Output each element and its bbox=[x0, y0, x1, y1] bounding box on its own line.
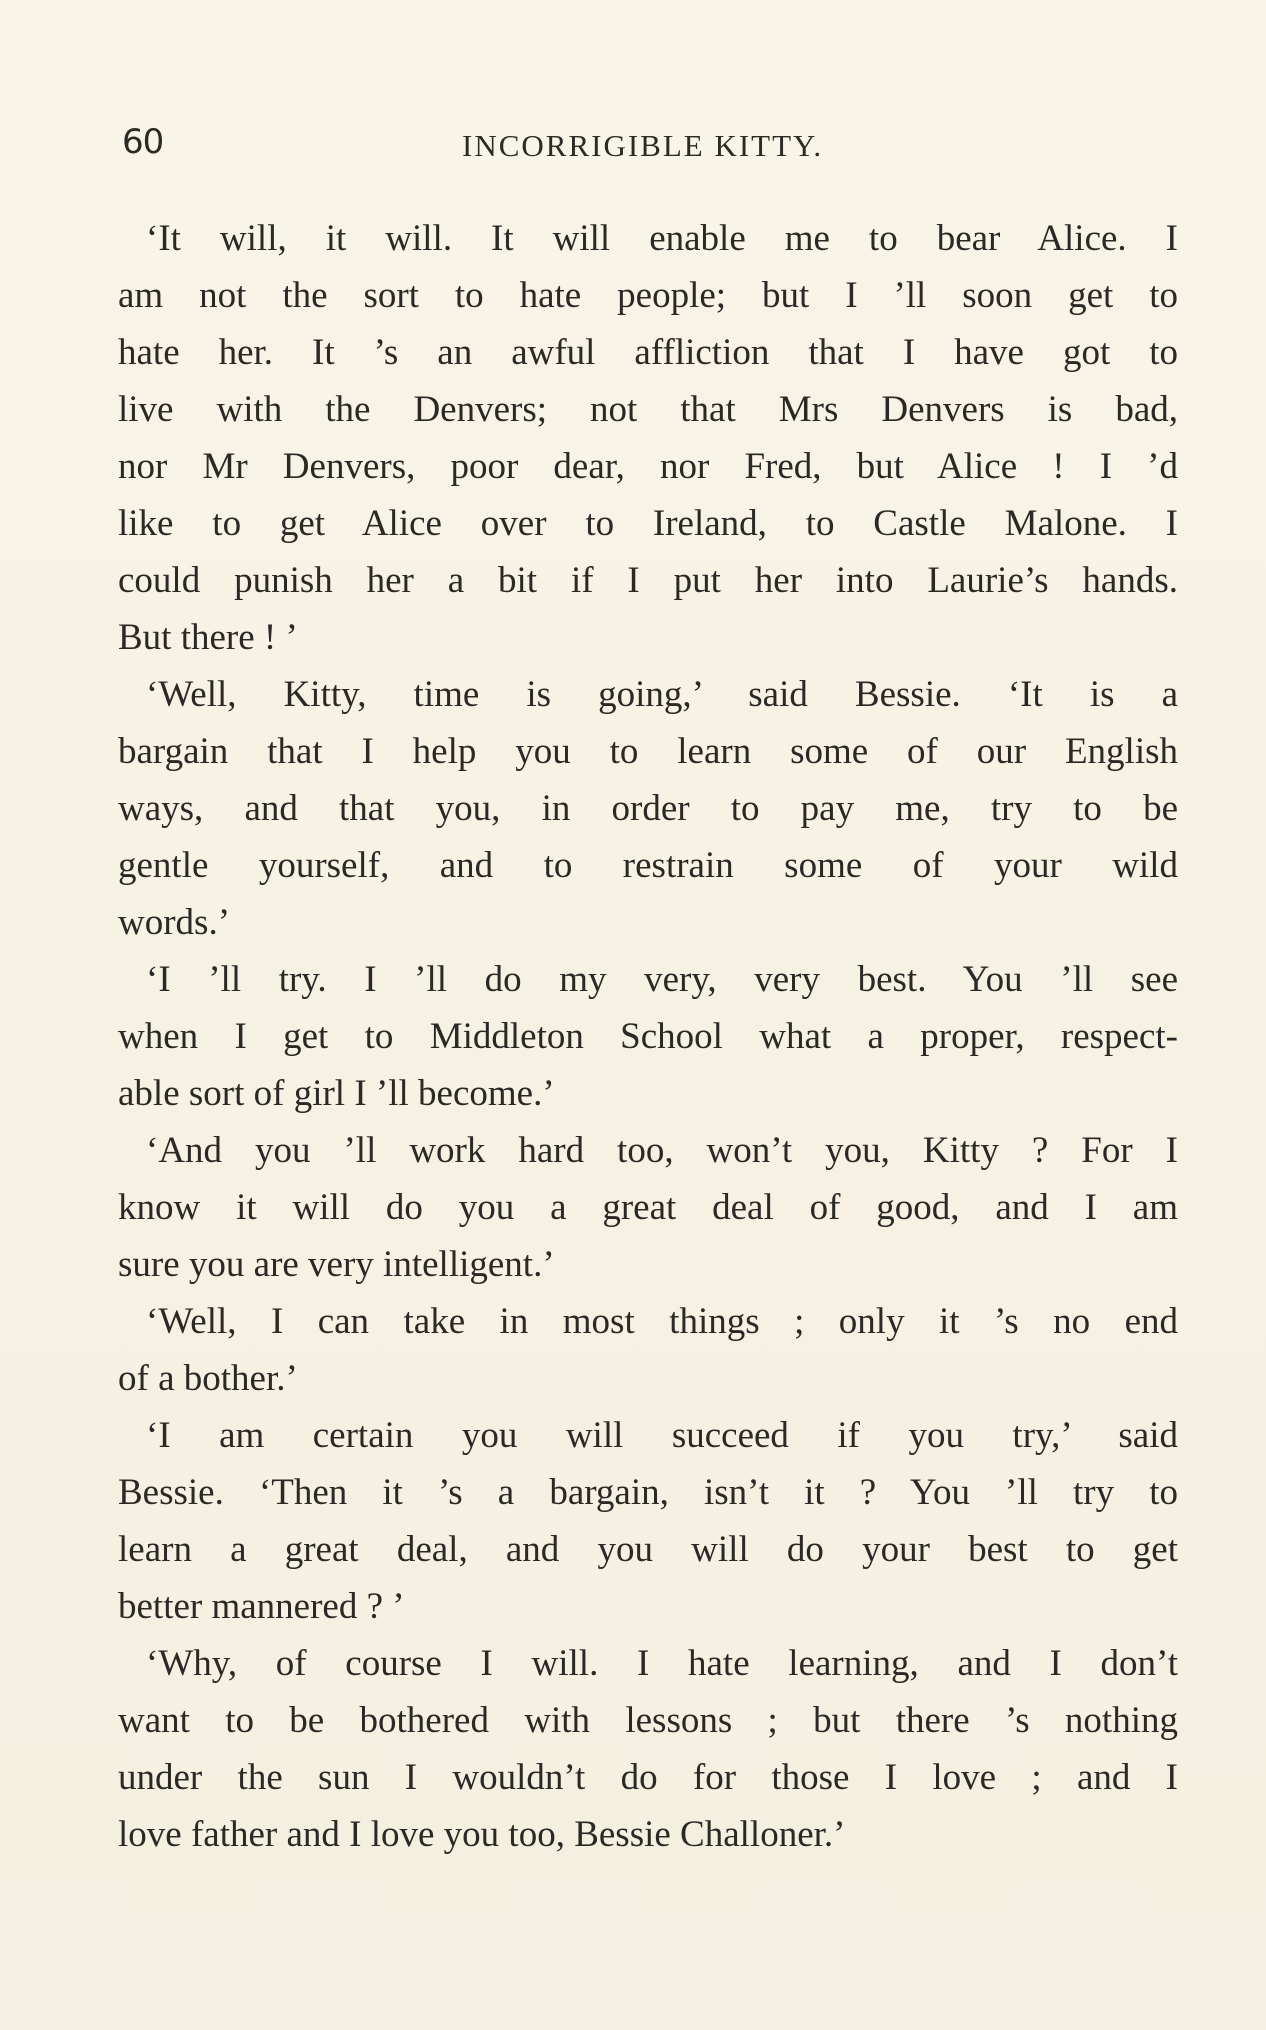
text-line: like to get Alice over to Ireland, to Castle Malone. I bbox=[118, 503, 1178, 544]
page-number: 60 bbox=[122, 122, 164, 162]
text-line: know it will do you a great deal of good, and I am bbox=[118, 1187, 1178, 1228]
text-line: am not the sort to hate people; but I ’ll soon get to bbox=[118, 275, 1178, 316]
text-line: ‘Well, I can take in most things ; only it ’s no end bbox=[146, 1301, 1178, 1342]
text-line: Bessie. ‘Then it ’s a bargain, isn’t it ? You ’ll try to bbox=[118, 1472, 1178, 1513]
text-line: ‘Why, of course I will. I hate learning, and I don’t bbox=[146, 1643, 1178, 1684]
text-line: ‘I am certain you will succeed if you try,’ said bbox=[146, 1415, 1178, 1456]
text-line: of a bother.’ bbox=[118, 1358, 298, 1399]
text-line: live with the Denvers; not that Mrs Denvers is bad, bbox=[118, 389, 1178, 430]
page-header bbox=[122, 122, 1172, 172]
page-body-text bbox=[118, 210, 1178, 1863]
text-line: words.’ bbox=[118, 902, 231, 943]
text-line: able sort of girl I ’ll become.’ bbox=[118, 1073, 555, 1114]
text-line: nor Mr Denvers, poor dear, nor Fred, but Alice ! I ’d bbox=[118, 446, 1178, 487]
text-line: learn a great deal, and you will do your best to get bbox=[118, 1529, 1178, 1570]
text-line: ‘It will, it will. It will enable me to bear Alice. I bbox=[146, 218, 1178, 259]
text-line: could punish her a bit if I put her into Laurie’s hands. bbox=[118, 560, 1178, 601]
text-line: better mannered ? ’ bbox=[118, 1586, 405, 1627]
text-line: want to be bothered with lessons ; but there ’s nothing bbox=[118, 1700, 1178, 1741]
text-line: sure you are very intelligent.’ bbox=[118, 1244, 555, 1285]
text-line: when I get to Middleton School what a proper, respect- bbox=[118, 1016, 1178, 1057]
text-line: ‘And you ’ll work hard too, won’t you, Kitty ? For I bbox=[146, 1130, 1178, 1171]
text-line: gentle yourself, and to restrain some of your wild bbox=[118, 845, 1178, 886]
text-line: But there ! ’ bbox=[118, 617, 298, 658]
text-line: bargain that I help you to learn some of our English bbox=[118, 731, 1178, 772]
text-line: ways, and that you, in order to pay me, try to be bbox=[118, 788, 1178, 829]
text-line: ‘Well, Kitty, time is going,’ said Bessie. ‘It is a bbox=[146, 674, 1178, 715]
text-line: hate her. It ’s an awful affliction that I have got to bbox=[118, 332, 1178, 373]
running-title: INCORRIGIBLE KITTY. bbox=[462, 128, 824, 163]
text-line: ‘I ’ll try. I ’ll do my very, very best. You ’ll see bbox=[146, 959, 1178, 1000]
text-line: love father and I love you too, Bessie Challoner.’ bbox=[118, 1814, 846, 1855]
text-line: under the sun I wouldn’t do for those I love ; and I bbox=[118, 1757, 1178, 1798]
